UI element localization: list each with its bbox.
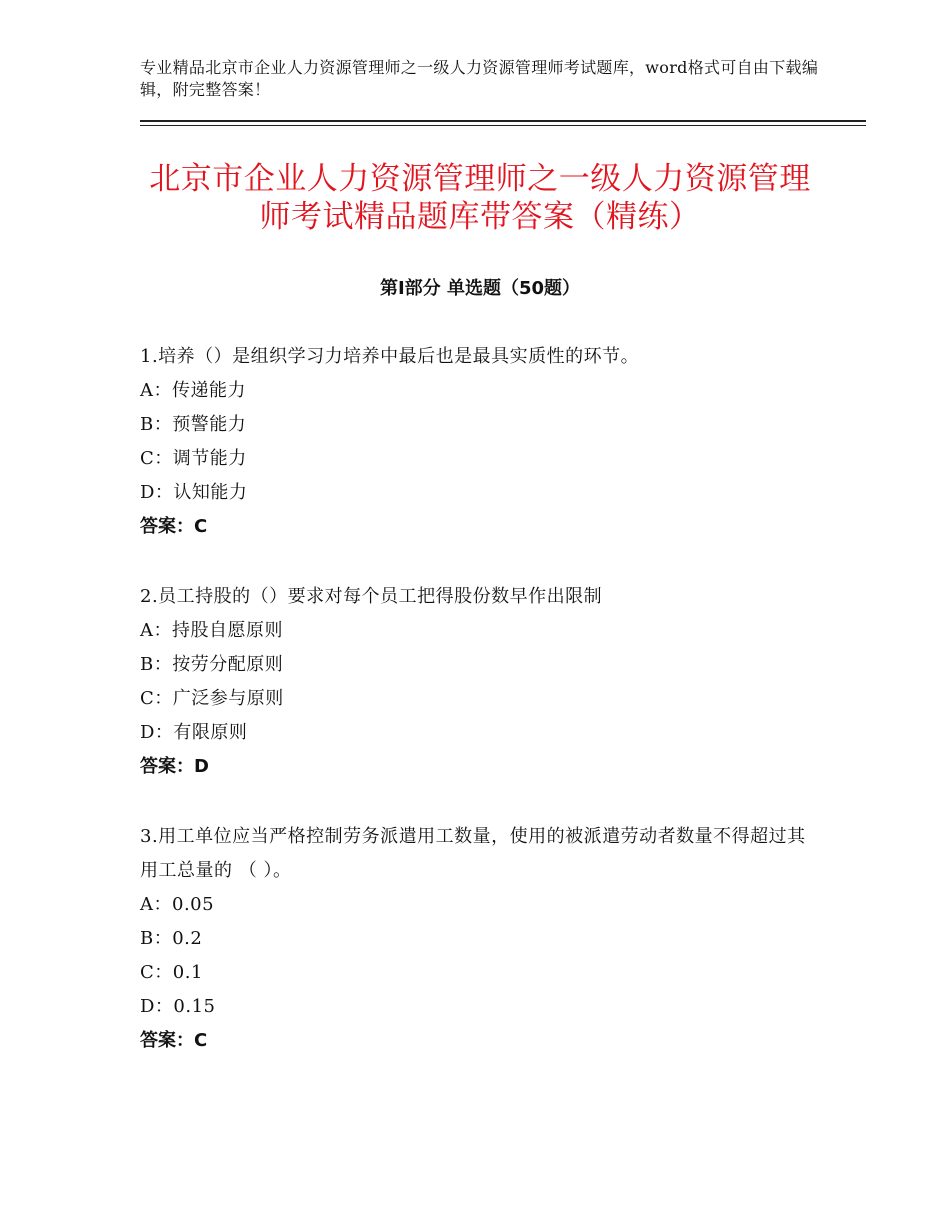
option-b: B：0.2 — [140, 928, 203, 949]
option-b: B：按劳分配原则 — [140, 654, 284, 675]
question-2 — [140, 580, 820, 784]
option-d: D：有限原则 — [140, 722, 248, 743]
answer-line: 答案：C — [140, 516, 208, 537]
document-title: 北京市企业人力资源管理师之一级人力资源管理师考试精品题库带答案（精练） — [149, 161, 811, 235]
section-heading: 第Ⅰ部分 单选题（50题） — [379, 278, 580, 299]
option-d: D：认知能力 — [140, 482, 248, 503]
option-c: C：调节能力 — [140, 448, 247, 469]
option-b: B：预警能力 — [140, 414, 247, 435]
option-a: A：传递能力 — [140, 380, 246, 401]
question-stem: 1.培养（）是组织学习力培养中最后也是最具实质性的环节。 — [140, 346, 640, 367]
answer-line: 答案：D — [140, 756, 209, 777]
question-stem: 2.员工持股的（）要求对每个员工把得股份数早作出限制 — [140, 586, 603, 607]
option-a: A：持股自愿原则 — [140, 620, 283, 641]
header-note: 专业精品北京市企业人力资源管理师之一级人力资源管理师考试题库，word格式可自由下载编辑，附完整答案！ — [140, 58, 819, 99]
option-c: C：广泛参与原则 — [140, 688, 284, 709]
option-c: C：0.1 — [140, 962, 203, 983]
option-d: D：0.15 — [140, 996, 216, 1017]
question-stem: 3.用工单位应当严格控制劳务派遣用工数量，使用的被派遣劳动者数量不得超过其用工总量的 （ ）。 — [140, 826, 806, 881]
question-3 — [140, 820, 820, 1058]
header-divider — [140, 120, 866, 122]
answer-line: 答案：C — [140, 1030, 208, 1051]
question-1 — [140, 340, 820, 544]
question-list — [140, 340, 820, 1094]
option-a: A：0.05 — [140, 894, 215, 915]
header-divider-thin — [140, 125, 866, 126]
